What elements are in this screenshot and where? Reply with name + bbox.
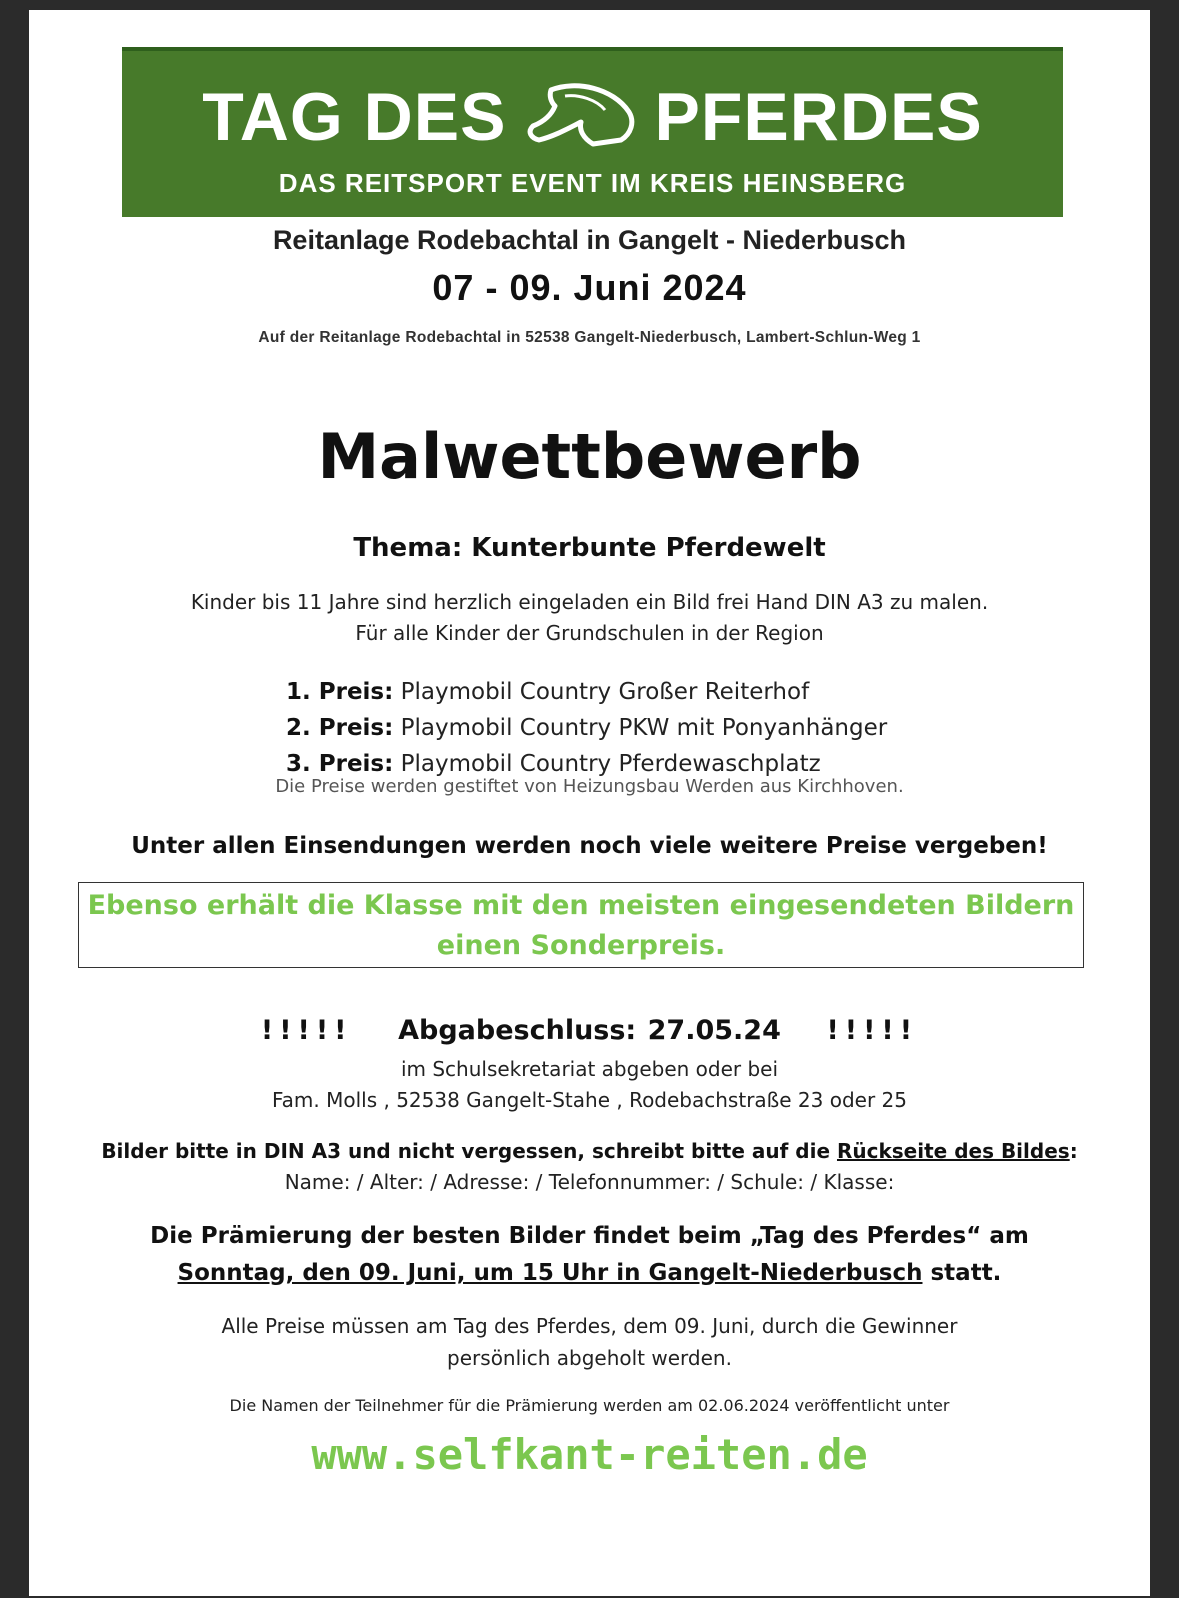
instructions-back-side: Rückseite des Bildes (836, 1139, 1070, 1163)
instructions-line (29, 1139, 1150, 1163)
dropoff-line-1: im Schulsekretariat abgeben oder bei (400, 1057, 779, 1081)
prize-list (286, 674, 887, 782)
award-statt: statt. (922, 1260, 1002, 1286)
intro-line-1: Kinder bis 11 Jahre sind herzlich eingeladen ein Bild frei Hand DIN A3 zu malen. (190, 590, 989, 614)
prize-label: 3. Preis: (286, 751, 394, 777)
exclamation-marks-right: !!!!! (826, 1015, 919, 1046)
banner-subtitle: DAS REITSPORT EVENT IM KREIS HEINSBERG (278, 168, 907, 198)
event-banner (122, 47, 1063, 217)
special-prize-line-1: Ebenso erhält die Klasse mit den meisten eingesendeten Bildern (87, 890, 1075, 921)
venue-line: Reitanlage Rodebachtal in Gangelt - Niederbusch (272, 225, 907, 255)
prize-label: 2. Preis: (286, 715, 394, 741)
special-prize-box (78, 882, 1084, 968)
event-dates: 07 - 09. Juni 2024 (432, 267, 747, 308)
award-line-2 (29, 1260, 1150, 1286)
page-title: Malwettbewerb (317, 420, 862, 493)
dropoff-line-2: Fam. Molls , 52538 Gangelt-Stahe , Rodebachstraße 23 oder 25 (271, 1088, 908, 1112)
banner-title (122, 81, 1063, 153)
prize-item (286, 710, 887, 746)
venue-address: Auf der Reitanlage Rodebachtal in 52538 Gangelt-Niederbusch, Lambert-Schlun-Weg 1 (258, 329, 921, 346)
prize-item (286, 674, 887, 710)
prize-text: Playmobil Country Großer Reiterhof (400, 679, 810, 705)
banner-title-left: TAG DES (202, 79, 507, 155)
prize-text: Playmobil Country PKW mit Ponyanhänger (400, 715, 888, 741)
horse-head-icon (521, 82, 641, 148)
intro-line-2: Für alle Kinder der Grundschulen in der Region (355, 621, 824, 645)
prize-text: Playmobil Country Pferdewaschplatz (400, 751, 821, 777)
deadline-line (29, 1015, 1150, 1046)
instructions-fields: Name: / Alter: / Adresse: / Telefonnummer: / Schule: / Klasse: (284, 1170, 895, 1194)
prize-label: 1. Preis: (286, 679, 394, 705)
special-prize-line-2: einen Sonderpreis. (436, 930, 726, 961)
flyer-page (29, 10, 1150, 1596)
banner-title-right: PFERDES (654, 79, 983, 155)
instructions-text: Bilder bitte in DIN A3 und nicht vergessen, schreibt bitte auf die (101, 1139, 831, 1163)
publish-note: Die Namen der Teilnehmer für die Prämierung werden am 02.06.2024 veröffentlicht unter (229, 1396, 950, 1415)
pickup-line-2: persönlich abgeholt werden. (447, 1346, 732, 1370)
more-prizes-note: Unter allen Einsendungen werden noch viele weitere Preise vergeben! (131, 833, 1048, 859)
award-date: Sonntag, den 09. Juni, um 15 Uhr in Gangelt-Niederbusch (177, 1260, 923, 1286)
exclamation-marks-left: !!!!! (260, 1015, 353, 1046)
theme-line: Thema: Kunterbunte Pferdewelt (353, 533, 826, 563)
pickup-line-1: Alle Preise müssen am Tag des Pferdes, dem 09. Juni, durch die Gewinner (221, 1314, 958, 1338)
instructions-colon: : (1069, 1139, 1078, 1163)
deadline-text: Abgabeschluss: 27.05.24 (398, 1015, 781, 1046)
website-link[interactable]: www.selfkant-reiten.de (311, 1430, 868, 1479)
sponsor-note: Die Preise werden gestiftet von Heizungsbau Werden aus Kirchhoven. (275, 776, 904, 797)
award-line-1: Die Prämierung der besten Bilder findet beim „Tag des Pferdes“ am (150, 1223, 1029, 1249)
